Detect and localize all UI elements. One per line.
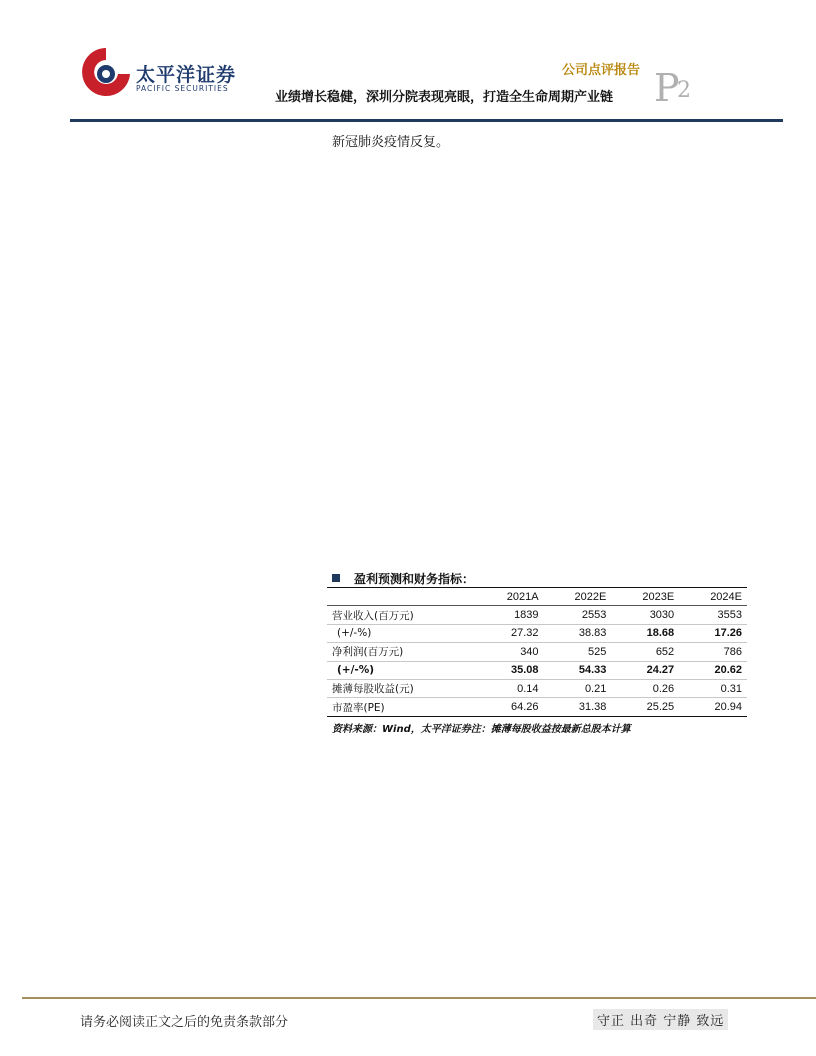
table-header-cell: 2021A <box>506 590 539 603</box>
row-label: 市盈率(PE) <box>327 698 476 716</box>
table-row <box>327 661 747 679</box>
table-source-note: 资料来源：Wind，太平洋证券注：摊薄每股收益按最新总股本计算 <box>332 724 631 735</box>
table-cell: 340 <box>476 643 544 661</box>
table-cell: 17.26 <box>679 624 747 642</box>
page-letter: P <box>654 66 680 110</box>
row-label: 营业收入(百万元) <box>327 606 476 624</box>
table-cell: 64.26 <box>476 698 544 716</box>
table-cell: 18.68 <box>611 624 679 642</box>
table-cell: 3030 <box>611 606 679 624</box>
table-cell: 1839 <box>476 606 544 624</box>
table-header-corner <box>327 588 476 606</box>
row-label: 摊薄每股收益(元) <box>327 679 476 697</box>
table-cell: 31.38 <box>544 698 612 716</box>
table-cell: 20.94 <box>679 698 747 716</box>
table-row <box>327 698 747 716</box>
table-cell: 38.83 <box>544 624 612 642</box>
table-cell: 2553 <box>544 606 612 624</box>
table-cell: 525 <box>544 643 612 661</box>
table-cell: 24.27 <box>611 661 679 679</box>
table-row <box>327 643 747 661</box>
row-label: (+/-%) <box>327 661 476 679</box>
table-title <box>332 570 474 587</box>
table-row <box>327 624 747 642</box>
company-logo-icon <box>78 44 134 100</box>
table-cell: 35.08 <box>476 661 544 679</box>
footer-disclaimer: 请务必阅读正文之后的免责条款部分 <box>80 1015 289 1030</box>
table-cell: 0.14 <box>476 679 544 697</box>
table-cell: 0.26 <box>611 679 679 697</box>
table-header-row <box>327 588 747 606</box>
table-cell: 3553 <box>679 606 747 624</box>
logo-chinese-name: 太平洋证券 <box>136 64 237 86</box>
financial-forecast-table <box>327 587 747 717</box>
row-label: 净利润(百万元) <box>327 643 476 661</box>
report-type: 公司点评报告 <box>561 63 640 78</box>
table-cell: 20.62 <box>679 661 747 679</box>
table-cell: 652 <box>611 643 679 661</box>
footer-motto: 守正 出奇 宁静 致远 <box>593 1009 728 1030</box>
table-row <box>327 679 747 697</box>
table-cell: 0.21 <box>544 679 612 697</box>
table-cell: 25.25 <box>611 698 679 716</box>
table-header-cell: 2023E <box>642 590 675 603</box>
page-number: 2 <box>677 78 691 103</box>
table-header-cell: 2022E <box>574 590 607 603</box>
table-title-text: 盈利预测和财务指标： <box>354 572 475 586</box>
row-label: (+/-%) <box>327 624 476 642</box>
report-title: 业绩增长稳健，深圳分院表现亮眼，打造全生命周期产业链 <box>275 90 614 105</box>
body-paragraph: 新冠肺炎疫情反复。 <box>332 135 450 150</box>
table-cell: 786 <box>679 643 747 661</box>
table-header-cell: 2024E <box>710 590 742 603</box>
table-cell: 27.32 <box>476 624 544 642</box>
header-divider <box>70 119 783 122</box>
table-cell: 54.33 <box>544 661 612 679</box>
footer-divider <box>22 997 816 999</box>
logo-english-name: PACIFIC SECURITIES <box>136 84 229 93</box>
square-bullet-icon <box>332 574 340 582</box>
table-row <box>327 606 747 624</box>
table-cell: 0.31 <box>679 679 747 697</box>
